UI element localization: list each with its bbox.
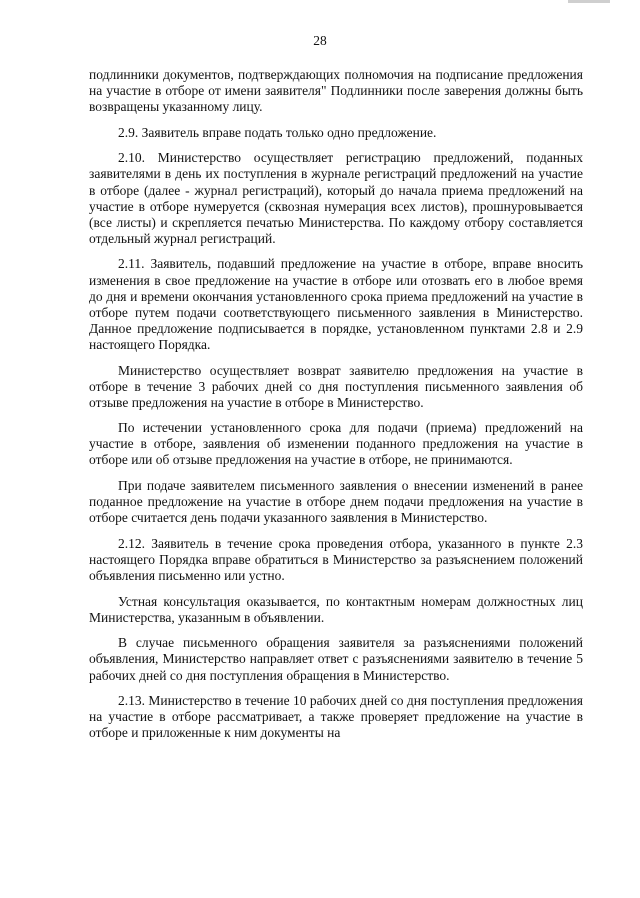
paragraph-deadline: По истечении установленного срока для подачи (приема) предложений на участие в отборе, заявления об изменении поданного предложения на участие в отборе или об отзыве предложения на участие в отборе, не принимаются. [89,420,583,468]
paragraph-return: Министерство осуществляет возврат заявителю предложения на участие в отборе в течение 3 рабочих дней со дня поступления письменного заявления об отзыве предложения на участие в отборе в Министерство. [89,362,583,410]
scan-edge-mark [568,0,610,3]
paragraph-oral-consultation: Устная консультация оказывается, по контактным номерам должностных лиц Министерства, указанным в объявлении. [89,593,583,625]
paragraph-2-13: 2.13. Министерство в течение 10 рабочих дней со дня поступления предложения на участие в отборе рассматривает, а также проверяет предложение на участие в отборе и приложенные к ним документы на [89,693,583,741]
paragraph-2-9: 2.9. Заявитель вправе подать только одно предложение. [118,124,437,140]
paragraph-continuation: подлинники документов, подтверждающих полномочия на подписание предложения на участие в отборе от имени заявителя" Подлинники после заверения должны быть возвращены указанному лицу. [89,67,583,115]
paragraph-written-request: В случае письменного обращения заявителя за разъяснениями положений объявления, Министерство направляет ответ с разъяснениями заявителю в течение 5 рабочих дней со дня поступления обращения в Министерство. [89,635,583,683]
paragraph-submission-day: При подаче заявителем письменного заявления о внесении изменений в ранее поданное предложение на участие в отборе днем подачи предложения на участие в отборе считается день подачи указанного заявления в Министерство. [89,478,583,526]
paragraph-2-12: 2.12. Заявитель в течение срока проведения отбора, указанного в пункте 2.3 настоящего Порядка вправе обратиться в Министерство за разъяснением положений объявления письменно или устно. [89,535,583,584]
document-body [89,67,583,751]
paragraph-2-11: 2.11. Заявитель, подавший предложение на участие в отборе, вправе вносить изменения в свое предложение на участие в отборе или отозвать его в любое время до дня и времени окончания установленного срока приема предложений на участие в отборе путем подачи соответствующего письменного заявления в Министерство. Данное предложение подписывается в порядке, установленном пунктами 2.8 и 2.9 настоящего Порядка. [89,256,583,352]
paragraph-2-10: 2.10. Министерство осуществляет регистрацию предложений, поданных заявителями в день их поступления в журнале регистраций предложений на участие в отборе (далее - журнал регистраций), который до начала приема предложений на участие в отборе нумеруется (сквозная нумерация всех листов), прошнуровывается (все листы) и скрепляется печатью Министерства. По каждому отбору составляется отдельный журнал регистраций. [89,150,583,246]
page-number: 28 [313,33,327,48]
